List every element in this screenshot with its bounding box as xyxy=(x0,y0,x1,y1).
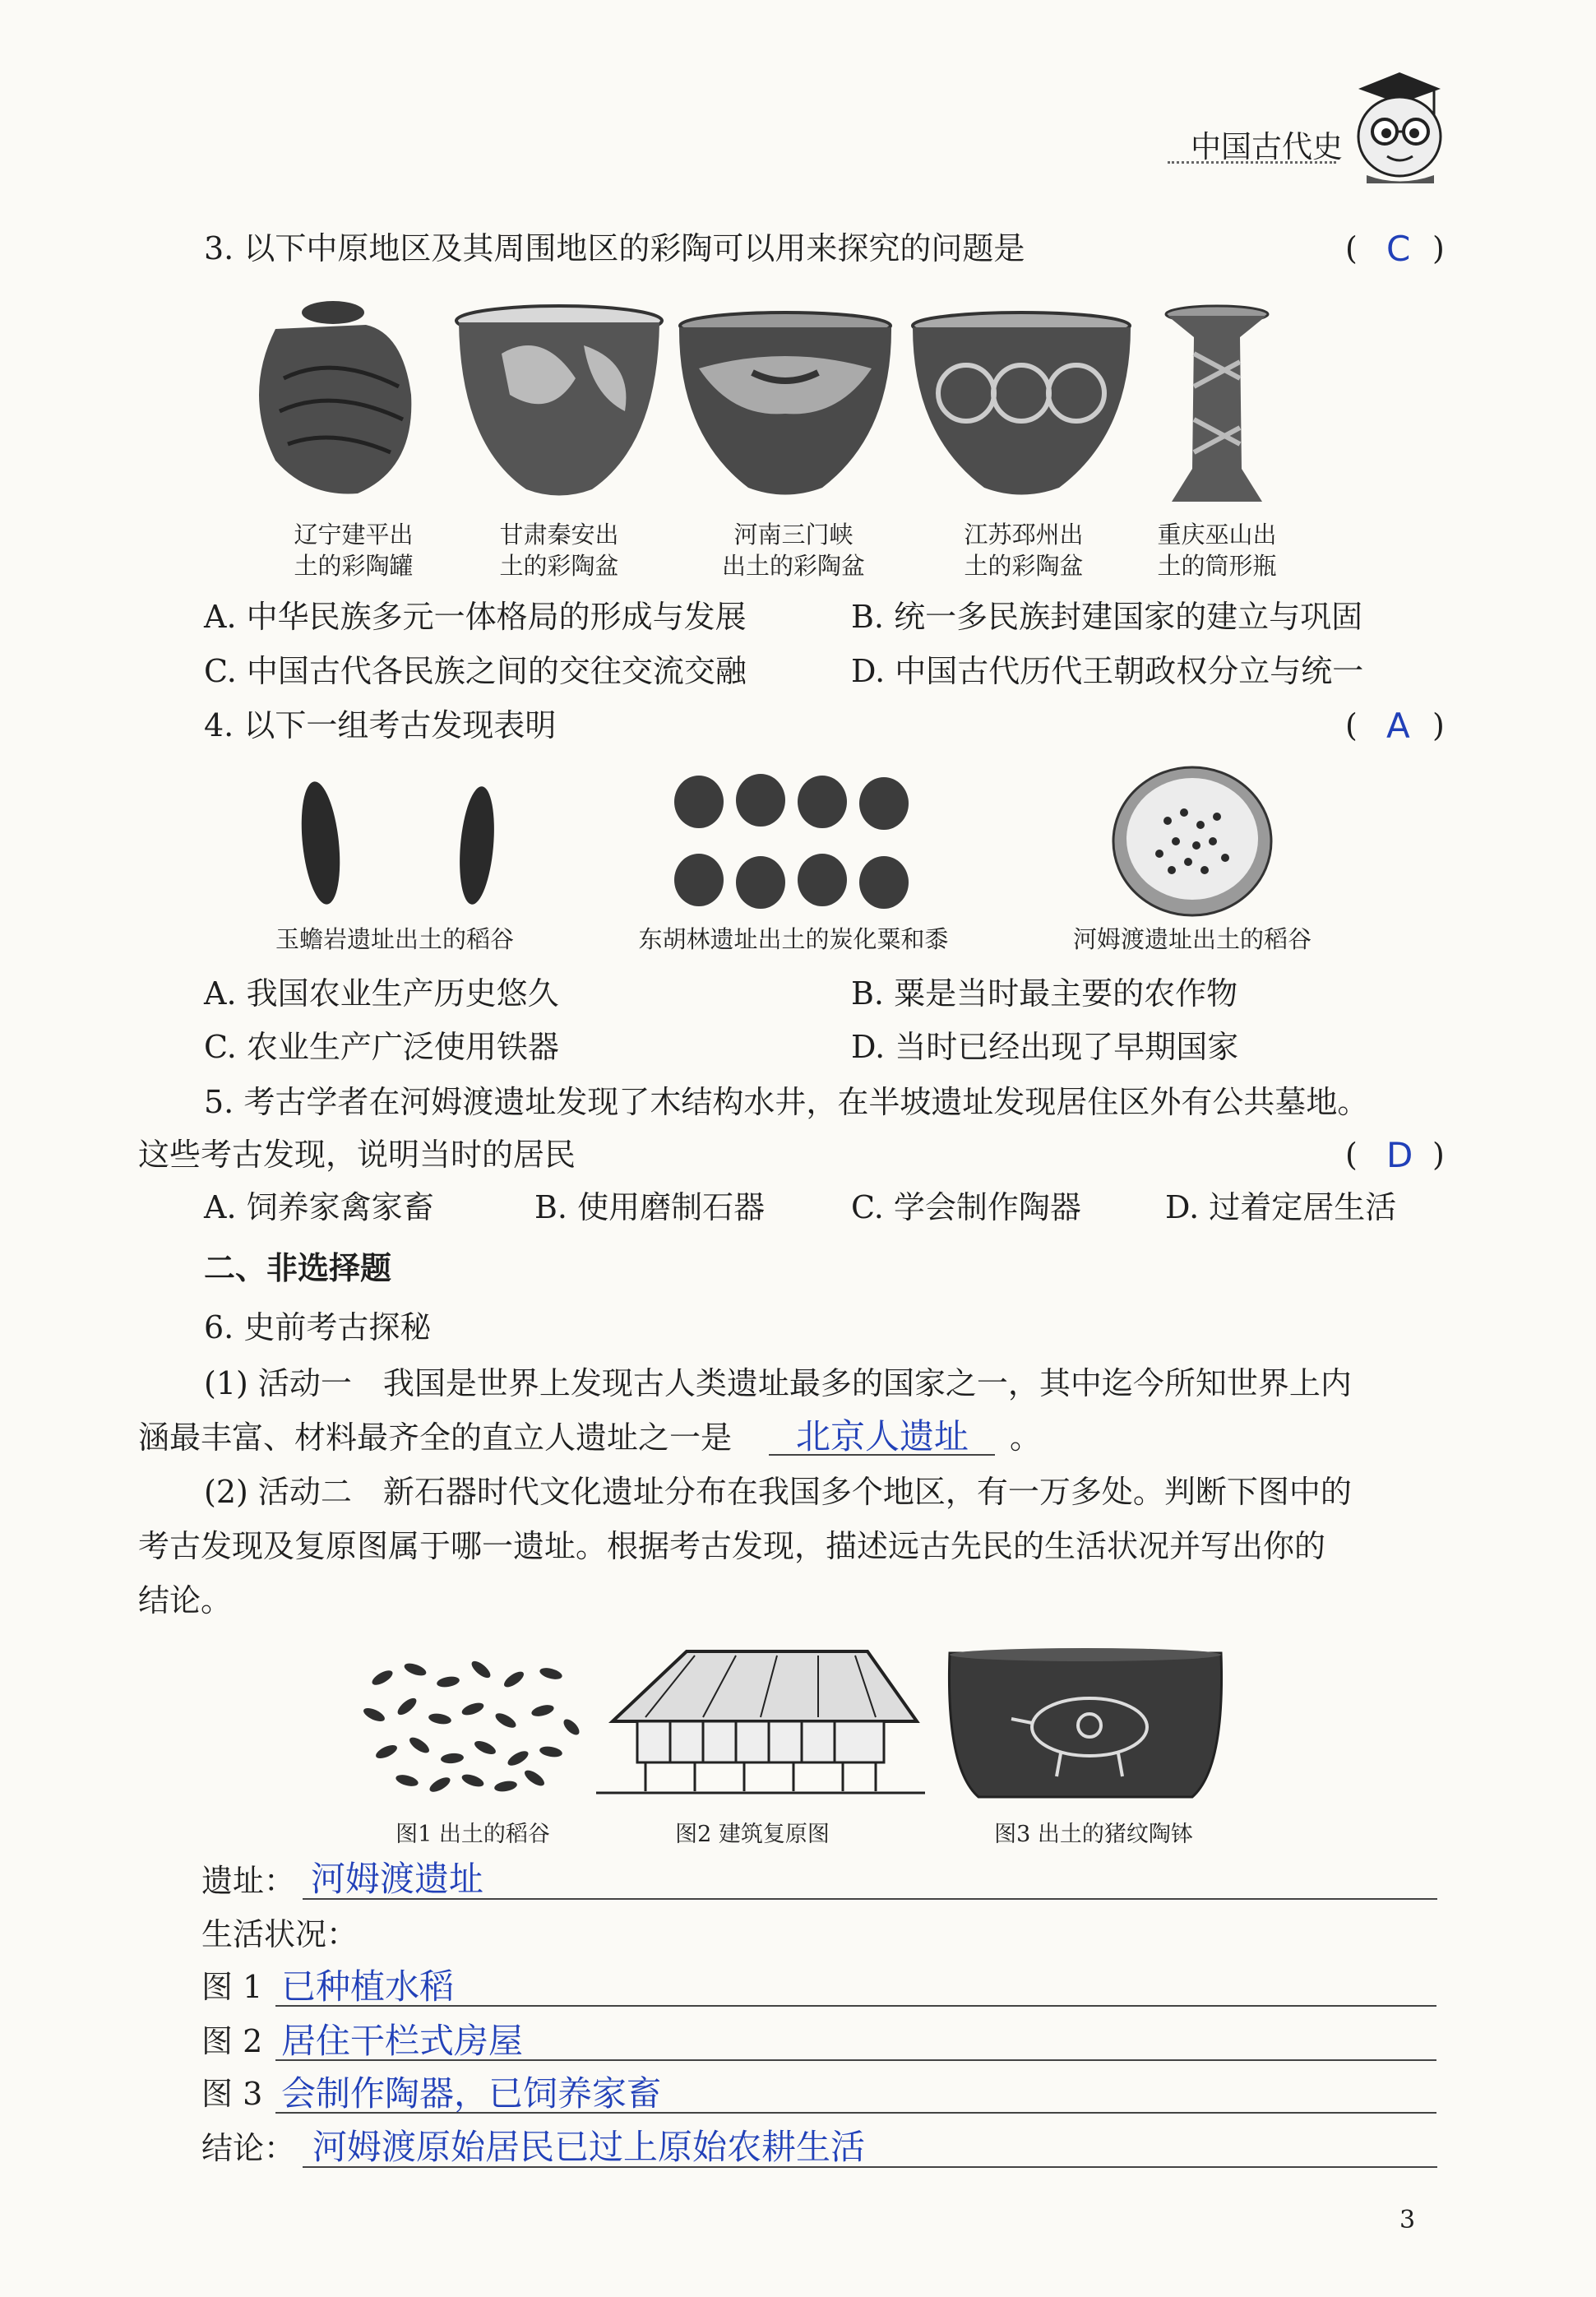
fig2-stilt-house-image xyxy=(596,1643,925,1799)
millet-donghulin-image xyxy=(670,769,917,917)
q6-activity1-answer-line xyxy=(769,1454,995,1456)
fig3-caption: 图3 出土的猪纹陶钵 xyxy=(994,1822,1193,1847)
header-dotted-rule xyxy=(1168,161,1336,164)
site-answer-line xyxy=(303,1898,1437,1900)
rice-grains-yuchanyan-image xyxy=(271,773,518,913)
fig2-answer: 居住干栏式房屋 xyxy=(281,2021,524,2061)
q3-caption-5: 重庆巫山出 土的筒形瓶 xyxy=(1157,521,1277,580)
site-label: 遗址： xyxy=(201,1863,296,1899)
pottery-basin-gansu-image xyxy=(452,304,666,502)
q5-option-c: C. 学会制作陶器 xyxy=(851,1189,1081,1225)
fig2-label: 图 2 xyxy=(201,2023,263,2059)
q4-caption-1: 玉蟾岩遗址出土的稻谷 xyxy=(275,925,514,953)
q3-option-d: D. 中国古代历代王朝政权分立与统一 xyxy=(851,653,1364,689)
q3-paren-open: ( xyxy=(1345,230,1358,266)
q6-activity2-line1: (2) 活动二 新石器时代文化遗址分布在我国多个地区，有一万多处。判断下图中的 xyxy=(204,1474,1352,1510)
conclusion-label: 结论： xyxy=(201,2130,296,2166)
q3-caption-1: 辽宁建平出 土的彩陶罐 xyxy=(294,521,414,580)
pottery-jar-image xyxy=(243,296,423,502)
q3-caption-3: 河南三门峡 出土的彩陶盆 xyxy=(721,521,865,580)
q3-option-c: C. 中国古代各民族之间的交往交流交融 xyxy=(204,653,747,689)
q4-paren-open: ( xyxy=(1345,707,1358,743)
q3-stem: 3. 以下中原地区及其周围地区的彩陶可以用来探究的问题是 xyxy=(204,230,1025,266)
pottery-basin-jiangsu-image xyxy=(909,311,1135,500)
q6-activity1-line2: 涵最丰富、材料最齐全的直立人遗址之一是 xyxy=(138,1419,733,1456)
q4-stem: 4. 以下一组考古发现表明 xyxy=(204,707,557,743)
fig1-rice-grains-image xyxy=(358,1653,584,1793)
q6-title: 6. 史前考古探秘 xyxy=(204,1309,432,1345)
q5-paren-open: ( xyxy=(1345,1137,1358,1173)
q4-answer: A xyxy=(1386,706,1410,746)
site-answer: 河姆渡遗址 xyxy=(311,1859,484,1899)
q6-activity1-line1: (1) 活动一 我国是世界上发现古人类遗址最多的国家之一，其中迄今所知世界上内 xyxy=(204,1365,1352,1401)
mascot-graduate-icon xyxy=(1342,64,1449,183)
section2-title: 二、非选择题 xyxy=(204,1250,392,1286)
fig3-pig-bowl-image xyxy=(946,1645,1225,1805)
pottery-basin-henan-image xyxy=(674,311,896,500)
q4-caption-2: 东胡林遗址出土的炭化粟和黍 xyxy=(638,925,949,953)
q4-option-b: B. 粟是当时最主要的农作物 xyxy=(851,975,1238,1012)
q4-option-a: A. 我国农业生产历史悠久 xyxy=(204,975,559,1012)
q5-option-a: A. 饲养家禽家畜 xyxy=(204,1189,434,1225)
q4-caption-3: 河姆渡遗址出土的稻谷 xyxy=(1072,925,1311,953)
fig3-label: 图 3 xyxy=(201,2076,263,2112)
q6-activity2-line2: 考古发现及复原图属于哪一遗址。根据考古发现，描述远古先民的生活状况并写出你的 xyxy=(138,1528,1326,1564)
q3-caption-2: 甘肃秦安出 土的彩陶盆 xyxy=(499,521,619,580)
q6-activity1-answer: 北京人遗址 xyxy=(796,1416,969,1456)
conclusion-answer-line xyxy=(303,2166,1437,2168)
q4-paren-close: ) xyxy=(1432,707,1445,743)
pottery-cylinder-vase-image xyxy=(1159,304,1274,506)
q4-option-c: C. 农业生产广泛使用铁器 xyxy=(204,1029,559,1065)
q5-stem-line1: 5. 考古学者在河姆渡遗址发现了木结构水井，在半坡遗址发现居住区外有公共墓地。 xyxy=(204,1084,1369,1120)
life-label: 生活状况： xyxy=(201,1916,359,1952)
q3-option-b: B. 统一多民族封建国家的建立与巩固 xyxy=(851,599,1363,635)
fig2-caption: 图2 建筑复原图 xyxy=(675,1822,830,1847)
fig3-answer-line xyxy=(275,2112,1436,2114)
fig1-answer-line xyxy=(275,2005,1436,2007)
q3-answer: C xyxy=(1386,229,1411,269)
q3-caption-4: 江苏邳州出 土的彩陶盆 xyxy=(964,521,1084,580)
q3-option-a: A. 中华民族多元一体格局的形成与发展 xyxy=(204,599,747,635)
header-section-title: 中国古代史 xyxy=(1191,129,1343,164)
q5-answer: D xyxy=(1386,1135,1413,1175)
q5-option-b: B. 使用磨制石器 xyxy=(534,1189,766,1225)
q5-stem-line2: 这些考古发现，说明当时的居民 xyxy=(138,1137,576,1173)
fig3-answer: 会制作陶器，已饲养家畜 xyxy=(281,2073,662,2114)
fig1-caption: 图1 出土的稻谷 xyxy=(396,1822,550,1847)
q3-paren-close: ) xyxy=(1432,230,1445,266)
q4-option-d: D. 当时已经出现了早期国家 xyxy=(851,1029,1239,1065)
conclusion-answer: 河姆渡原始居民已过上原始农耕生活 xyxy=(312,2127,866,2167)
q6-activity2-line3: 结论。 xyxy=(138,1582,233,1619)
fig2-answer-line xyxy=(275,2059,1436,2061)
q5-paren-close: ) xyxy=(1432,1137,1445,1173)
q5-option-d: D. 过着定居生活 xyxy=(1165,1189,1397,1225)
fig1-answer: 已种植水稻 xyxy=(281,1966,455,2007)
rice-dish-hemudu-image xyxy=(1110,763,1274,919)
fig1-label: 图 1 xyxy=(201,1969,263,2005)
page-number: 3 xyxy=(1399,2206,1416,2234)
q6-activity1-end: 。 xyxy=(1010,1419,1042,1456)
